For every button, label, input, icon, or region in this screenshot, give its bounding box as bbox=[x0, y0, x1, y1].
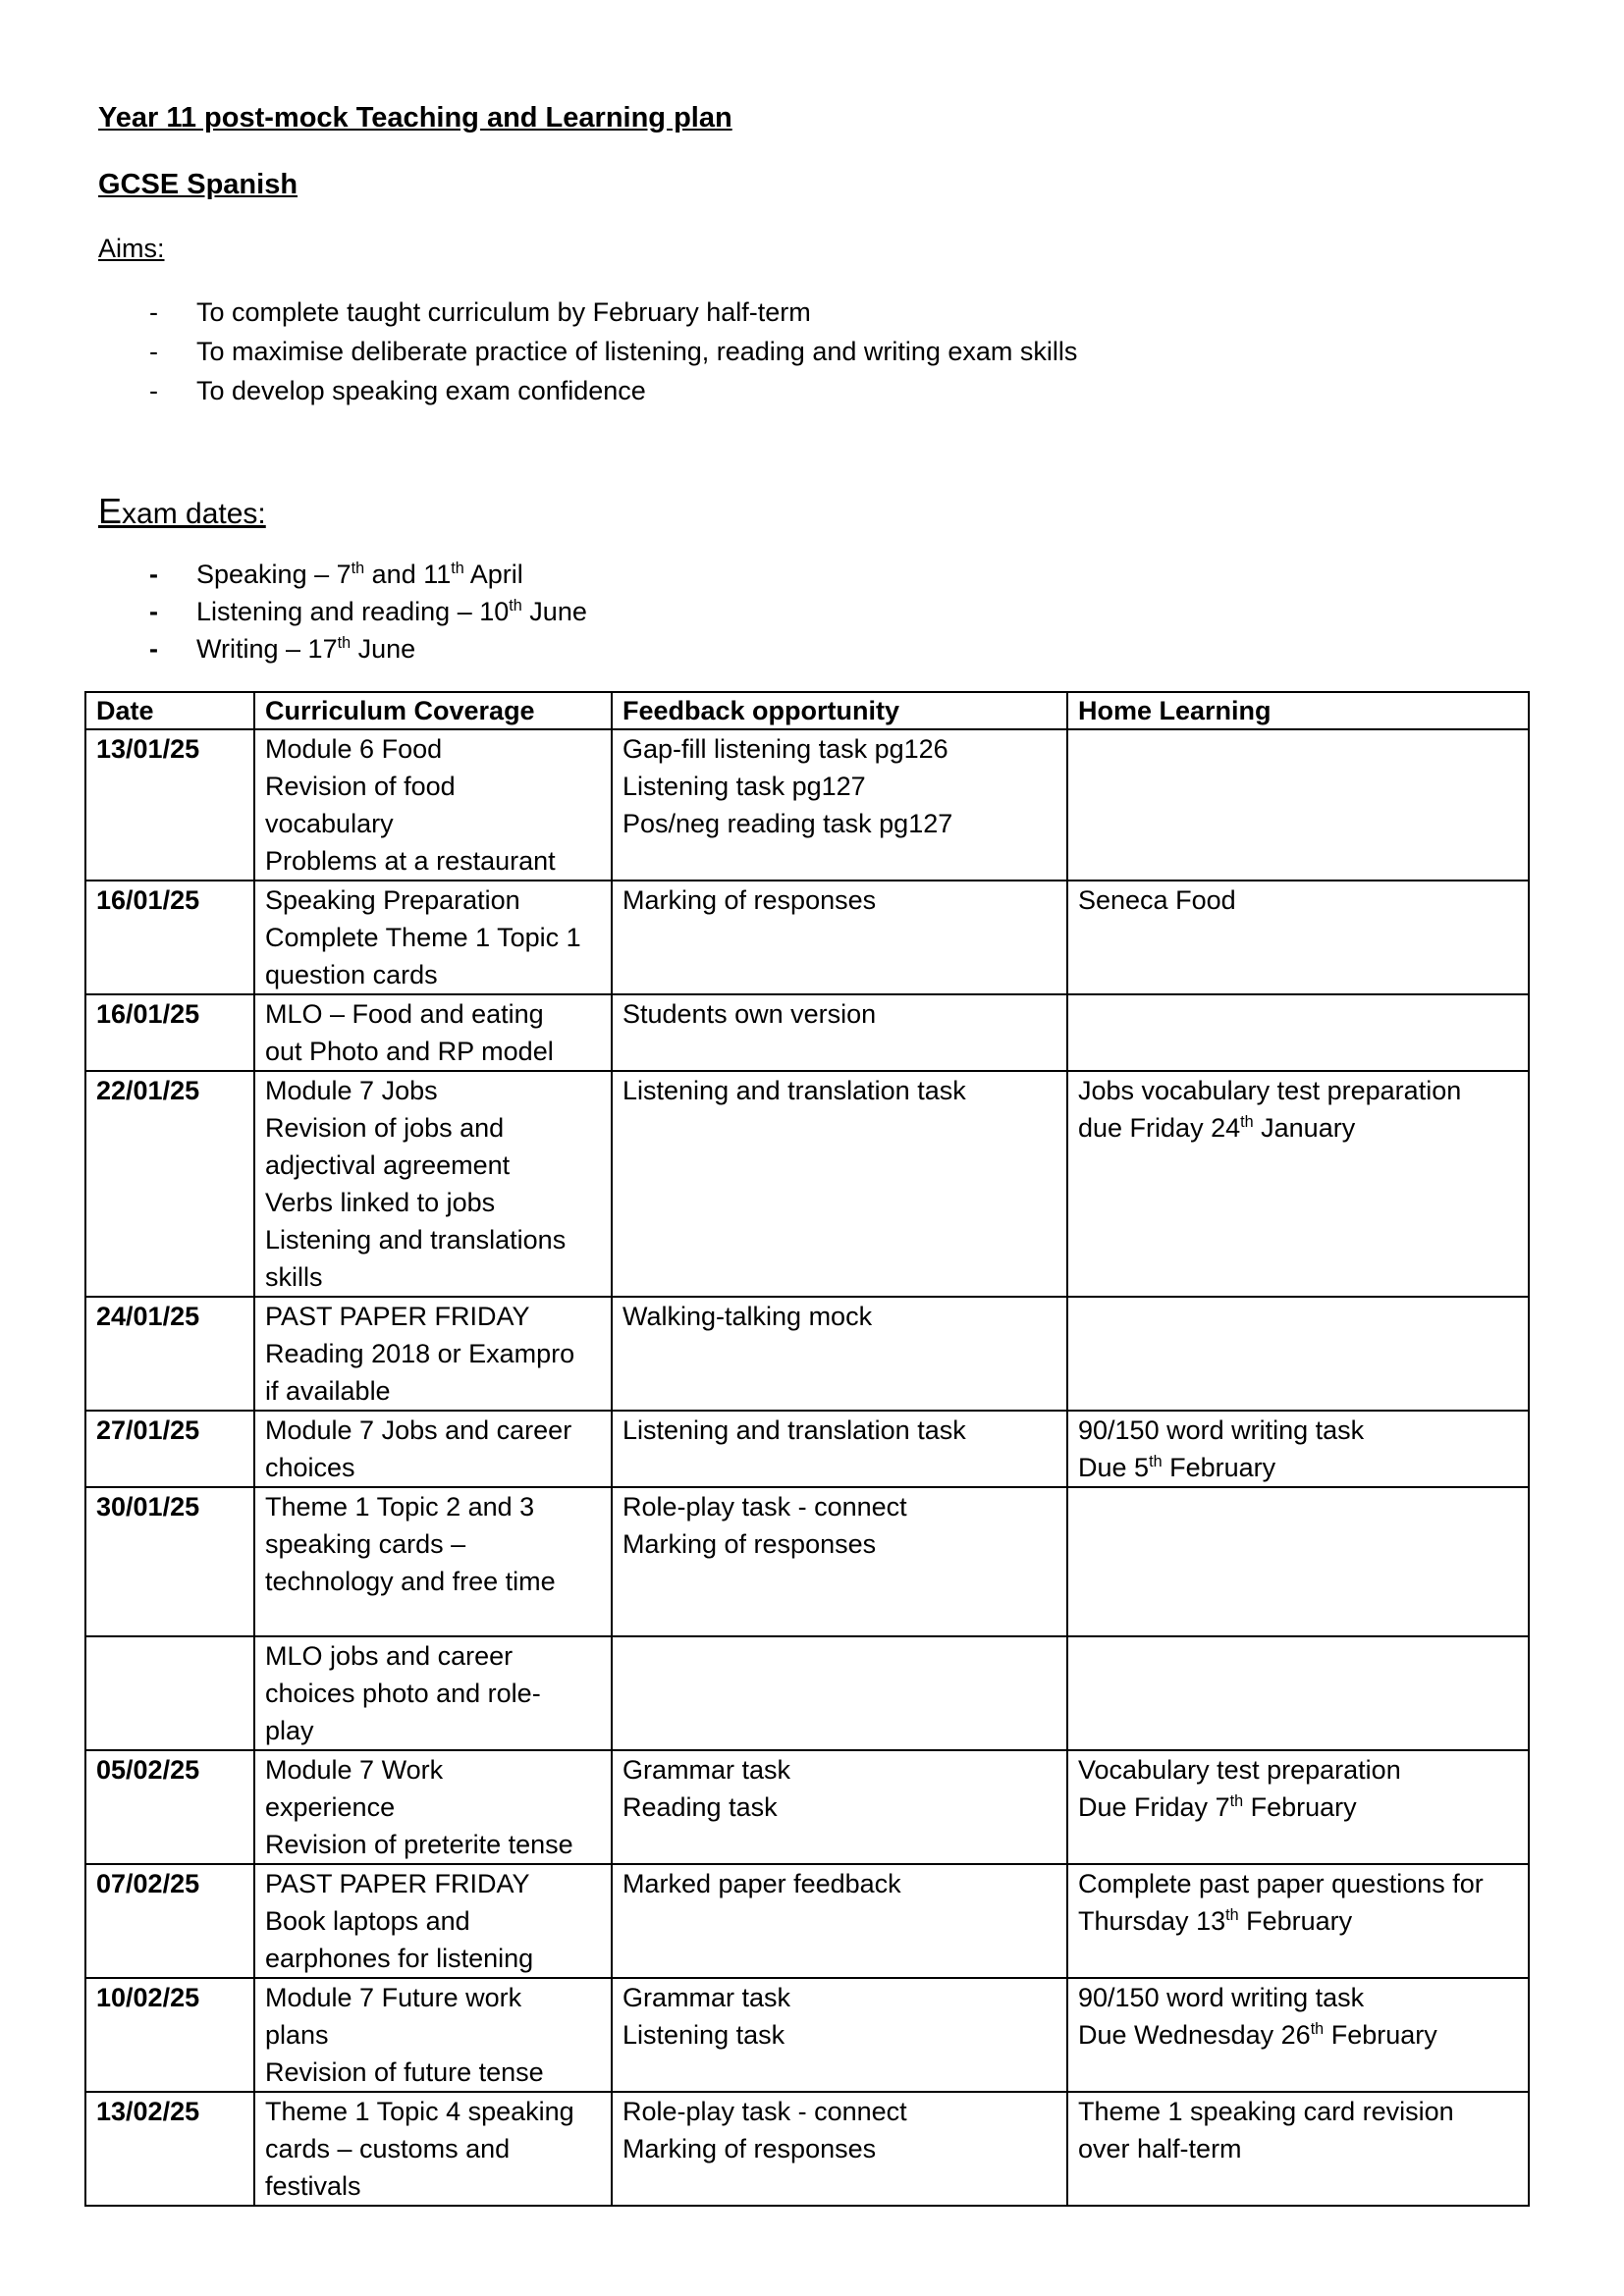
bullet-dash: - bbox=[149, 297, 158, 327]
coverage-line: Book laptops and bbox=[265, 1906, 470, 1936]
feedback-line: Gap-fill listening task pg126 bbox=[623, 734, 948, 764]
cell-coverage bbox=[254, 881, 612, 994]
cell-coverage bbox=[254, 1978, 612, 2092]
exam-dates-heading bbox=[98, 491, 266, 532]
cell-feedback bbox=[612, 2092, 1067, 2206]
cell-date: 07/02/25 bbox=[85, 1864, 254, 1978]
home-line: over half-term bbox=[1078, 2134, 1242, 2163]
cell-coverage bbox=[254, 1071, 612, 1297]
aim-item bbox=[98, 293, 1077, 332]
feedback-line: Walking-talking mock bbox=[623, 1302, 873, 1331]
bullet-dash: - bbox=[149, 597, 158, 626]
coverage-line: Module 7 Jobs bbox=[265, 1076, 438, 1105]
cell-date: 13/01/25 bbox=[85, 729, 254, 881]
exam-date-text: Listening and reading – 10th June bbox=[196, 597, 587, 626]
table-row bbox=[85, 1636, 1529, 1750]
feedback-line: Marking of responses bbox=[623, 2134, 877, 2163]
coverage-line: MLO jobs and career bbox=[265, 1641, 514, 1671]
cell-date bbox=[85, 1636, 254, 1750]
table-body bbox=[85, 729, 1529, 2206]
cell-coverage bbox=[254, 729, 612, 881]
table-row bbox=[85, 1978, 1529, 2092]
coverage-line: PAST PAPER FRIDAY bbox=[265, 1869, 530, 1898]
aim-item bbox=[98, 371, 1077, 410]
coverage-line: out Photo and RP model bbox=[265, 1037, 554, 1066]
feedback-line: Grammar task bbox=[623, 1983, 791, 2012]
coverage-line: Verbs linked to jobs bbox=[265, 1188, 496, 1217]
cell-coverage bbox=[254, 1297, 612, 1411]
coverage-line: earphones for listening bbox=[265, 1944, 534, 1973]
coverage-line: if available bbox=[265, 1376, 391, 1406]
coverage-line: Revision of food bbox=[265, 772, 456, 801]
coverage-line: experience bbox=[265, 1792, 396, 1822]
feedback-line: Marked paper feedback bbox=[623, 1869, 901, 1898]
coverage-line: festivals bbox=[265, 2171, 361, 2201]
cell-date: 24/01/25 bbox=[85, 1297, 254, 1411]
cell-home bbox=[1067, 1297, 1529, 1411]
cell-coverage bbox=[254, 1487, 612, 1636]
table-row bbox=[85, 1864, 1529, 1978]
coverage-line: Module 6 Food bbox=[265, 734, 443, 764]
coverage-line: plans bbox=[265, 2020, 329, 2050]
home-line: due Friday 24th January bbox=[1078, 1113, 1356, 1143]
coverage-line: Module 7 Future work bbox=[265, 1983, 522, 2012]
feedback-line: Grammar task bbox=[623, 1755, 791, 1785]
bullet-dash: - bbox=[149, 376, 158, 405]
exam-heading-initial: E bbox=[98, 491, 123, 531]
coverage-line: Reading 2018 or Exampro bbox=[265, 1339, 575, 1368]
cell-feedback bbox=[612, 1636, 1067, 1750]
coverage-line: MLO – Food and eating bbox=[265, 999, 544, 1029]
cell-feedback bbox=[612, 994, 1067, 1071]
exam-dates-list bbox=[98, 556, 587, 667]
table-row bbox=[85, 729, 1529, 881]
feedback-line: Listening task bbox=[623, 2020, 785, 2050]
cell-date: 22/01/25 bbox=[85, 1071, 254, 1297]
coverage-line: Module 7 Jobs and career bbox=[265, 1415, 572, 1445]
coverage-line: Module 7 Work bbox=[265, 1755, 444, 1785]
cell-home bbox=[1067, 2092, 1529, 2206]
coverage-line: speaking cards – bbox=[265, 1529, 466, 1559]
cell-coverage bbox=[254, 1864, 612, 1978]
coverage-line: Theme 1 Topic 4 speaking bbox=[265, 2097, 574, 2126]
teaching-plan-table bbox=[84, 691, 1530, 2207]
home-line: 90/150 word writing task bbox=[1078, 1983, 1365, 2012]
cell-home bbox=[1067, 1864, 1529, 1978]
cell-coverage bbox=[254, 2092, 612, 2206]
cell-feedback bbox=[612, 1071, 1067, 1297]
cell-feedback bbox=[612, 881, 1067, 994]
aim-text: To complete taught curriculum by February half-term bbox=[196, 297, 811, 327]
exam-date-text: Writing – 17th June bbox=[196, 634, 416, 664]
home-line: Jobs vocabulary test preparation bbox=[1078, 1076, 1462, 1105]
aim-text: To develop speaking exam confidence bbox=[196, 376, 646, 405]
coverage-line: Speaking Preparation bbox=[265, 885, 520, 915]
header-feedback-opportunity: Feedback opportunity bbox=[612, 692, 1067, 729]
coverage-line: vocabulary bbox=[265, 809, 394, 838]
cell-home bbox=[1067, 1487, 1529, 1636]
feedback-line: Marking of responses bbox=[623, 1529, 877, 1559]
coverage-line: Complete Theme 1 Topic 1 bbox=[265, 923, 581, 952]
cell-feedback bbox=[612, 1750, 1067, 1864]
exam-date-item bbox=[98, 556, 587, 593]
cell-home bbox=[1067, 1750, 1529, 1864]
table-row bbox=[85, 1487, 1529, 1636]
cell-home bbox=[1067, 994, 1529, 1071]
coverage-line: choices photo and role- bbox=[265, 1679, 541, 1708]
aims-heading: Aims: bbox=[98, 234, 165, 263]
home-line: Due 5th February bbox=[1078, 1453, 1276, 1482]
table-row bbox=[85, 1750, 1529, 1864]
home-line: Vocabulary test preparation bbox=[1078, 1755, 1401, 1785]
coverage-line: PAST PAPER FRIDAY bbox=[265, 1302, 530, 1331]
cell-coverage bbox=[254, 1750, 612, 1864]
cell-feedback bbox=[612, 1978, 1067, 2092]
cell-feedback bbox=[612, 1411, 1067, 1487]
feedback-line: Reading task bbox=[623, 1792, 778, 1822]
cell-date: 13/02/25 bbox=[85, 2092, 254, 2206]
aim-item bbox=[98, 332, 1077, 371]
cell-home bbox=[1067, 1071, 1529, 1297]
table-row bbox=[85, 1411, 1529, 1487]
feedback-line: Students own version bbox=[623, 999, 877, 1029]
coverage-line: Listening and translations bbox=[265, 1225, 567, 1255]
coverage-line: adjectival agreement bbox=[265, 1150, 511, 1180]
table-row bbox=[85, 994, 1529, 1071]
home-line: Thursday 13th February bbox=[1078, 1906, 1353, 1936]
cell-date: 30/01/25 bbox=[85, 1487, 254, 1636]
aim-text: To maximise deliberate practice of listening, reading and writing exam skills bbox=[196, 337, 1078, 366]
cell-home bbox=[1067, 881, 1529, 994]
cell-coverage bbox=[254, 994, 612, 1071]
exam-heading-rest: xam dates: bbox=[122, 498, 266, 530]
exam-date-text: Speaking – 7th and 11th April bbox=[196, 560, 523, 589]
cell-feedback bbox=[612, 1297, 1067, 1411]
cell-home bbox=[1067, 1636, 1529, 1750]
cell-date: 10/02/25 bbox=[85, 1978, 254, 2092]
cell-coverage bbox=[254, 1411, 612, 1487]
bullet-dash: - bbox=[149, 337, 158, 366]
coverage-line: play bbox=[265, 1716, 314, 1745]
coverage-line: skills bbox=[265, 1262, 323, 1292]
table-header-row bbox=[85, 692, 1529, 729]
cell-home bbox=[1067, 729, 1529, 881]
feedback-line: Listening and translation task bbox=[623, 1415, 966, 1445]
cell-feedback bbox=[612, 1487, 1067, 1636]
table-row bbox=[85, 2092, 1529, 2206]
bullet-dash: - bbox=[149, 634, 158, 664]
bullet-dash: - bbox=[149, 560, 158, 589]
feedback-line: Role-play task - connect bbox=[623, 1492, 907, 1522]
cell-home bbox=[1067, 1978, 1529, 2092]
feedback-line: Listening and translation task bbox=[623, 1076, 966, 1105]
header-date: Date bbox=[85, 692, 254, 729]
table-row bbox=[85, 1297, 1529, 1411]
feedback-line: Pos/neg reading task pg127 bbox=[623, 809, 953, 838]
cell-date: 05/02/25 bbox=[85, 1750, 254, 1864]
exam-date-item bbox=[98, 630, 587, 667]
aims-list bbox=[98, 293, 1077, 410]
header-curriculum-coverage: Curriculum Coverage bbox=[254, 692, 612, 729]
coverage-line: cards – customs and bbox=[265, 2134, 511, 2163]
home-line: 90/150 word writing task bbox=[1078, 1415, 1365, 1445]
exam-date-item bbox=[98, 593, 587, 630]
feedback-line: Listening task pg127 bbox=[623, 772, 866, 801]
cell-date: 16/01/25 bbox=[85, 994, 254, 1071]
header-home-learning: Home Learning bbox=[1067, 692, 1529, 729]
feedback-line: Marking of responses bbox=[623, 885, 877, 915]
cell-date: 27/01/25 bbox=[85, 1411, 254, 1487]
home-line: Seneca Food bbox=[1078, 885, 1236, 915]
home-line: Theme 1 speaking card revision bbox=[1078, 2097, 1454, 2126]
home-line: Due Friday 7th February bbox=[1078, 1792, 1357, 1822]
cell-feedback bbox=[612, 1864, 1067, 1978]
table-row bbox=[85, 1071, 1529, 1297]
document-title: Year 11 post-mock Teaching and Learning plan bbox=[98, 102, 732, 133]
coverage-line: Revision of future tense bbox=[265, 2057, 544, 2087]
feedback-line: Role-play task - connect bbox=[623, 2097, 907, 2126]
coverage-line: technology and free time bbox=[265, 1567, 556, 1596]
home-line: Complete past paper questions for bbox=[1078, 1869, 1484, 1898]
coverage-line: Revision of preterite tense bbox=[265, 1830, 573, 1859]
subject-heading: GCSE Spanish bbox=[98, 169, 298, 200]
coverage-line: choices bbox=[265, 1453, 355, 1482]
coverage-line: Revision of jobs and bbox=[265, 1113, 505, 1143]
home-line: Due Wednesday 26th February bbox=[1078, 2020, 1437, 2050]
cell-feedback bbox=[612, 729, 1067, 881]
coverage-line: question cards bbox=[265, 960, 438, 989]
cell-date: 16/01/25 bbox=[85, 881, 254, 994]
cell-coverage bbox=[254, 1636, 612, 1750]
cell-home bbox=[1067, 1411, 1529, 1487]
table-row bbox=[85, 881, 1529, 994]
coverage-line: Theme 1 Topic 2 and 3 bbox=[265, 1492, 535, 1522]
coverage-line: Problems at a restaurant bbox=[265, 846, 556, 876]
